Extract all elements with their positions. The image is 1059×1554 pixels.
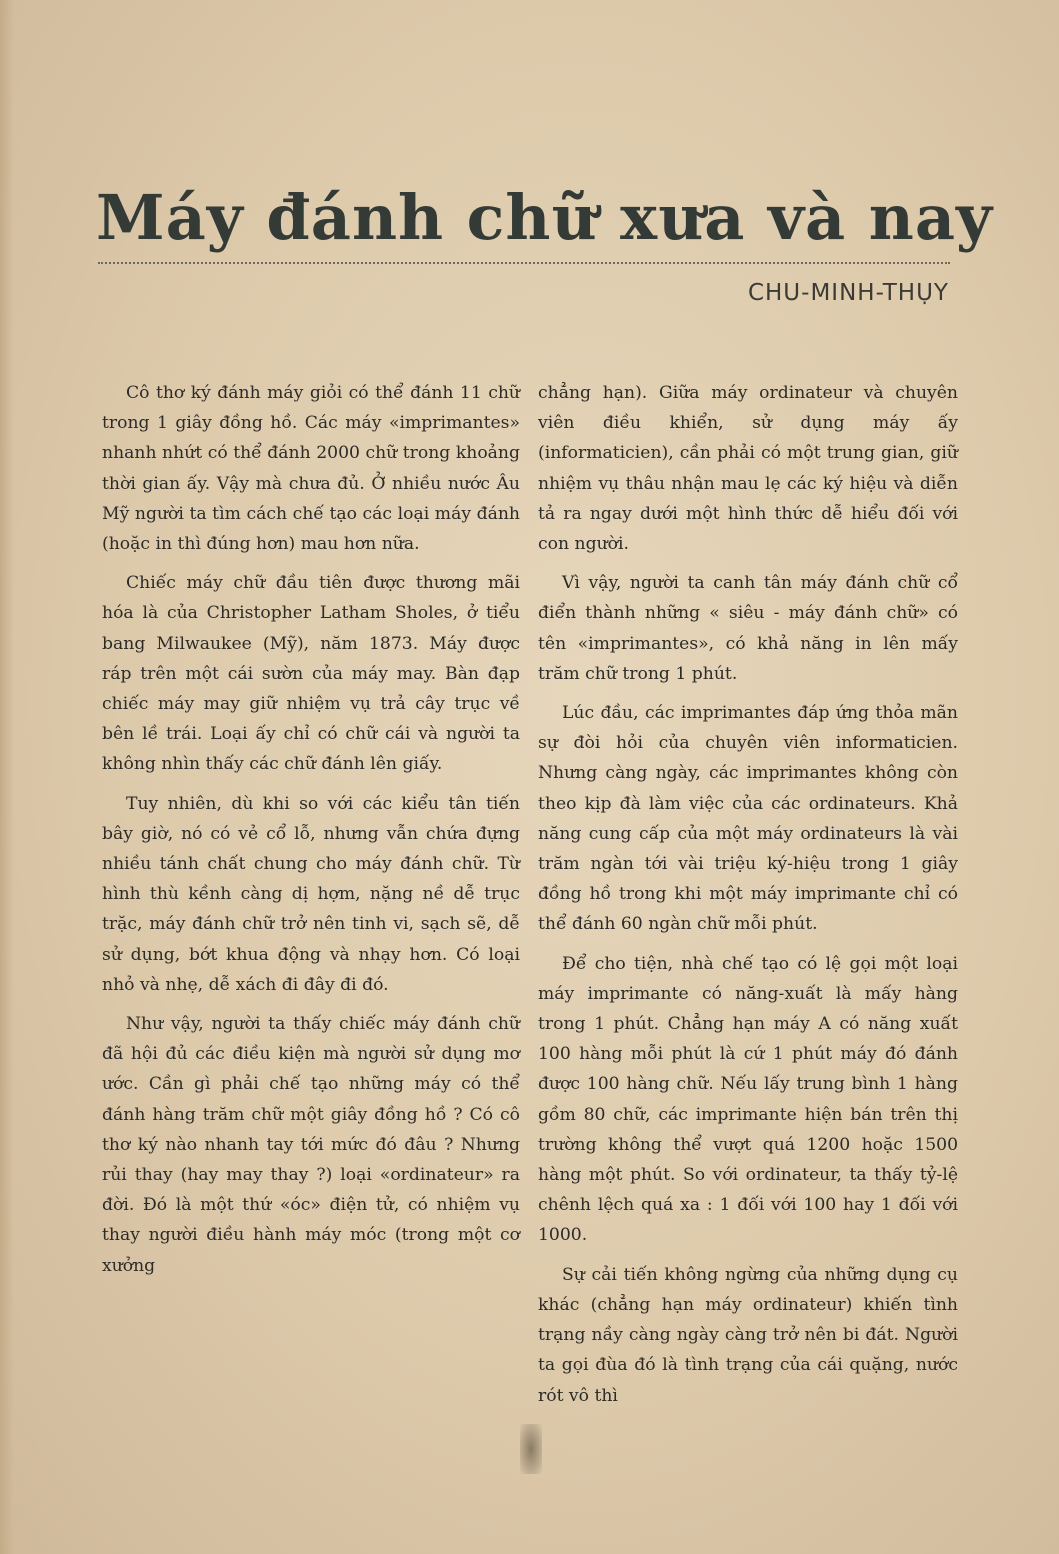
- paragraph: Vì vậy, người ta canh tân máy đánh chữ cổ điển thành những « siêu - máy đánh chữ» có tên «imprimantes», có khả năng in lên mấy trăm chữ trong 1 phút.: [538, 573, 958, 684]
- right-column: [538, 378, 958, 1420]
- page-edge-shadow: [0, 0, 14, 1554]
- paragraph: Cô thơ ký đánh máy giỏi có thể đánh 11 chữ trong 1 giây đồng hồ. Các máy «imprimantes» nhanh nhứt có thể đánh 2000 chữ trong khoảng thời gian ấy. Vậy mà chưa đủ. Ở nhiều nước Âu Mỹ người ta tìm cách chế tạo các loại máy đánh (hoặc in thì đúng hơn) mau hơn nữa.: [102, 383, 520, 555]
- paragraph: Tuy nhiên, dù khi so với các kiểu tân tiến bây giờ, nó có vẻ cổ lỗ, nhưng vẫn chứa đựng nhiều tánh chất chung cho máy đánh chữ. Từ hình thù kềnh càng dị hợm, nặng nề dễ trục trặc, máy đánh chữ trở nên tinh vi, sạch sẽ, dễ sử dụng, bớt khua động và nhạy hơn. Có loại nhỏ và nhẹ, dễ xách đi đây đi đó.: [102, 793, 520, 995]
- article-title: Máy đánh chữ xưa và nay: [96, 181, 994, 254]
- title-divider: [98, 262, 950, 264]
- paragraph-continued: chẳng hạn). Giữa máy ordinateur và chuyên viên điều khiển, sử dụng máy ấy (informaticien), cần phải có một trung gian, giữ nhiệm vụ thâu nhận mau lẹ các ký hiệu và diễn tả ra ngay dưới một hình thức dễ hiểu đối với con người.: [538, 383, 958, 555]
- article-author: CHU-MINH-THỤY: [747, 280, 949, 306]
- paragraph: Lúc đầu, các imprimantes đáp ứng thỏa mãn sự đòi hỏi của chuyên viên informaticien. Nhưng càng ngày, các imprimantes không còn theo kịp đà làm việc của các ordinateurs. Khả năng cung cấp của một máy ordinateurs là vài trăm ngàn tới vài triệu ký-hiệu trong 1 giây đồng hồ trong khi một máy imprimante chỉ có thể đánh 60 ngàn chữ mỗi phút.: [538, 703, 958, 935]
- ink-smudge: [520, 1424, 542, 1474]
- paragraph: Như vậy, người ta thấy chiếc máy đánh chữ đã hội đủ các điều kiện mà người sử dụng mơ ước. Cần gì phải chế tạo những máy có thể đánh hàng trăm chữ một giây đồng hồ ? Có cô thơ ký nào nhanh tay tới mức đó đâu ? Nhưng rủi thay (hay may thay ?) loại «ordinateur» ra đời. Đó là một thứ «óc» điện tử, có nhiệm vụ thay người điều hành máy móc (trong một cơ xưởng: [102, 1014, 520, 1276]
- left-column: [102, 378, 520, 1290]
- paragraph: Chiếc máy chữ đầu tiên được thương mãi hóa là của Christopher Latham Sholes, ở tiểu bang Milwaukee (Mỹ), năm 1873. Máy được ráp trên một cái sườn của máy may. Bàn đạp chiếc máy may giữ nhiệm vụ trả cây trục về bên lề trái. Loại ấy chỉ có chữ cái và người ta không nhìn thấy các chữ đánh lên giấy.: [102, 573, 520, 775]
- paragraph: Sự cải tiến không ngừng của những dụng cụ khác (chẳng hạn máy ordinateur) khiến tình trạng nầy càng ngày càng trở nên bi đát. Người ta gọi đùa đó là tình trạng của cái quặng, nước rót vô thì: [538, 1264, 958, 1406]
- paragraph: Để cho tiện, nhà chế tạo có lệ gọi một loại máy imprimante có năng-xuất là mấy hàng trong 1 phút. Chẳng hạn máy A có năng xuất 100 hàng mỗi phút là cứ 1 phút máy đó đánh được 100 hàng chữ. Nếu lấy trung bình 1 hàng gồm 80 chữ, các imprimante hiện bán trên thị trường không thể vượt quá 1200 hoặc 1500 hàng một phút. So với ordinateur, ta thấy tỷ-lệ chênh lệch quá xa : 1 đối với 100 hay 1 đối với 1000.: [538, 953, 958, 1246]
